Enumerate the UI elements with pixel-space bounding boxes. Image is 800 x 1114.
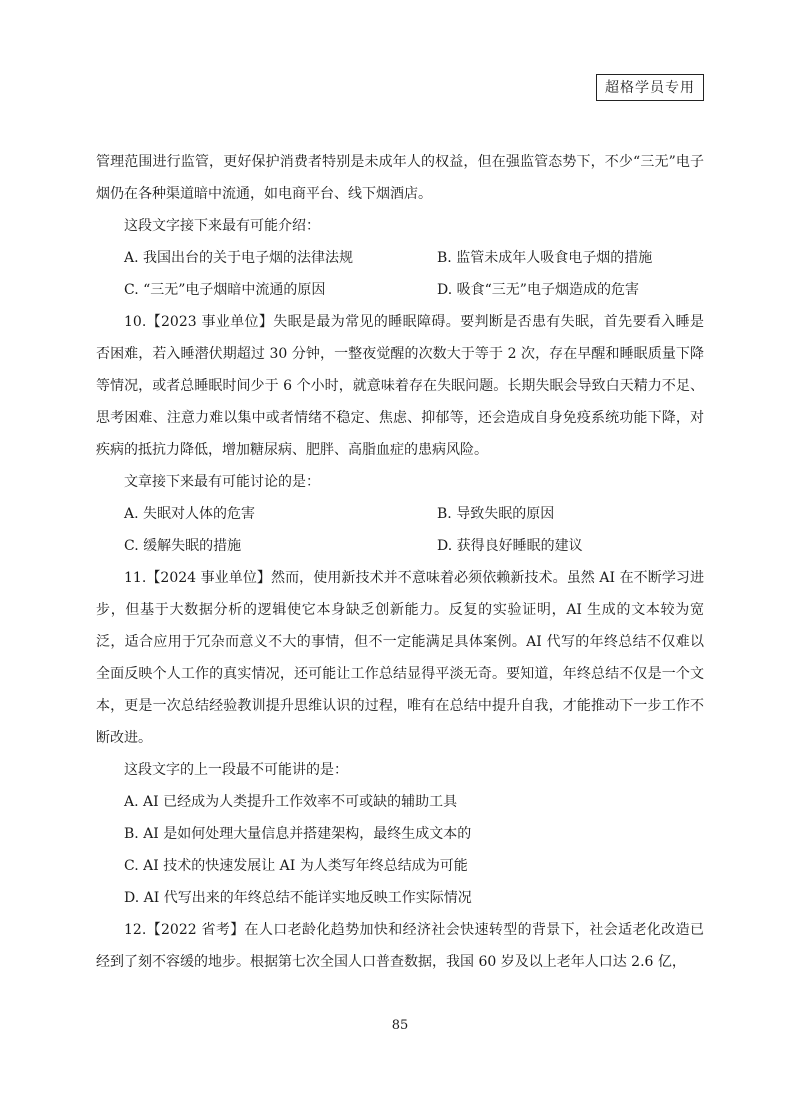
q11-option-d: D. AI 代写出来的年终总结不能详实地反映工作实际情况: [124, 890, 472, 906]
q9-option-c: C. “三无”电子烟暗中流通的原因: [124, 282, 326, 298]
q9-options-row-2: [96, 274, 704, 306]
q9-options-row-1: [96, 242, 704, 274]
q10-option-c: C. 缓解失眠的措施: [124, 538, 242, 554]
q10-passage: 10.【2023 事业单位】失眠是最为常见的睡眠障碍。要判断是否患有失眠，首先要看入睡是否困难，若入睡潜伏期超过 30 分钟，一整夜觉醒的次数大于等于 2 次，存在早醒和睡眠质量下降等情况，或者总睡眠时间少于 6 个小时，就意味着存在失眠问题。长期失眠会导致白天精力不足、思考困难、注意力难以集中或者情绪不稳定、焦虑、抑郁等，还会造成自身免疫系统功能下降，对疾病的抵抗力降低，增加糖尿病、肥胖、高脂血症的患病风险。: [96, 314, 704, 458]
q9-option-a: A. 我国出台的关于电子烟的法律法规: [124, 250, 354, 266]
q11-option-b: B. AI 是如何处理大量信息并搭建架构，最终生成文本的: [124, 826, 472, 842]
q10-options-row-2: [96, 530, 704, 562]
q10-option-b: B. 导致失眠的原因: [437, 506, 555, 522]
q9-question-stem: 这段文字接下来最有可能介绍：: [124, 218, 320, 234]
q11-question-stem: 这段文字的上一段最不可能讲的是：: [124, 762, 348, 778]
q11-passage: 11.【2024 事业单位】然而，使用新技术并不意味着必须依赖新技术。虽然 AI 在不断学习进步，但基于大数据分析的逻辑使它本身缺乏创新能力。反复的实验证明，AI 生成的文本较为宽泛，适合应用于冗杂而意义不大的事情，但不一定能满足具体案例。AI 代写的年终总结不仅难以全面反映个人工作的真实情况，还可能让工作总结显得平淡无奇。要知道，年终总结不仅是一个文本，更是一次总结经验教训提升思维认识的过程，唯有在总结中提升自我，才能推动下一步工作不断改进。: [96, 570, 704, 746]
q10-options-row-1: [96, 498, 704, 530]
continuation-passage: 管理范围进行监管，更好保护消费者特别是未成年人的权益，但在强监管态势下，不少“三无”电子烟仍在各种渠道暗中流通，如电商平台、线下烟酒店。: [96, 154, 704, 202]
q10-question-stem: 文章接下来最有可能讨论的是：: [124, 474, 320, 490]
q9-option-d: D. 吸食“三无”电子烟造成的危害: [437, 282, 639, 298]
q12-passage: 12.【2022 省考】在人口老龄化趋势加快和经济社会快速转型的背景下，社会适老化改造已经到了刻不容缓的地步。根据第七次全国人口普查数据，我国 60 岁及以上老年人口达 2.6 亿，: [96, 922, 704, 970]
q11-option-c: C. AI 技术的快速发展让 AI 为人类写年终总结成为可能: [124, 858, 468, 874]
q11-option-a: A. AI 已经成为人类提升工作效率不可或缺的辅助工具: [124, 794, 458, 810]
page-number: 85: [391, 1018, 409, 1033]
q10-option-d: D. 获得良好睡眠的建议: [437, 538, 583, 554]
q10-option-a: A. 失眠对人体的危害: [124, 506, 256, 522]
q9-option-b: B. 监管未成年人吸食电子烟的措施: [437, 250, 653, 266]
exclusive-use-stamp: 超格学员专用: [596, 74, 704, 101]
page-content: [96, 146, 704, 978]
